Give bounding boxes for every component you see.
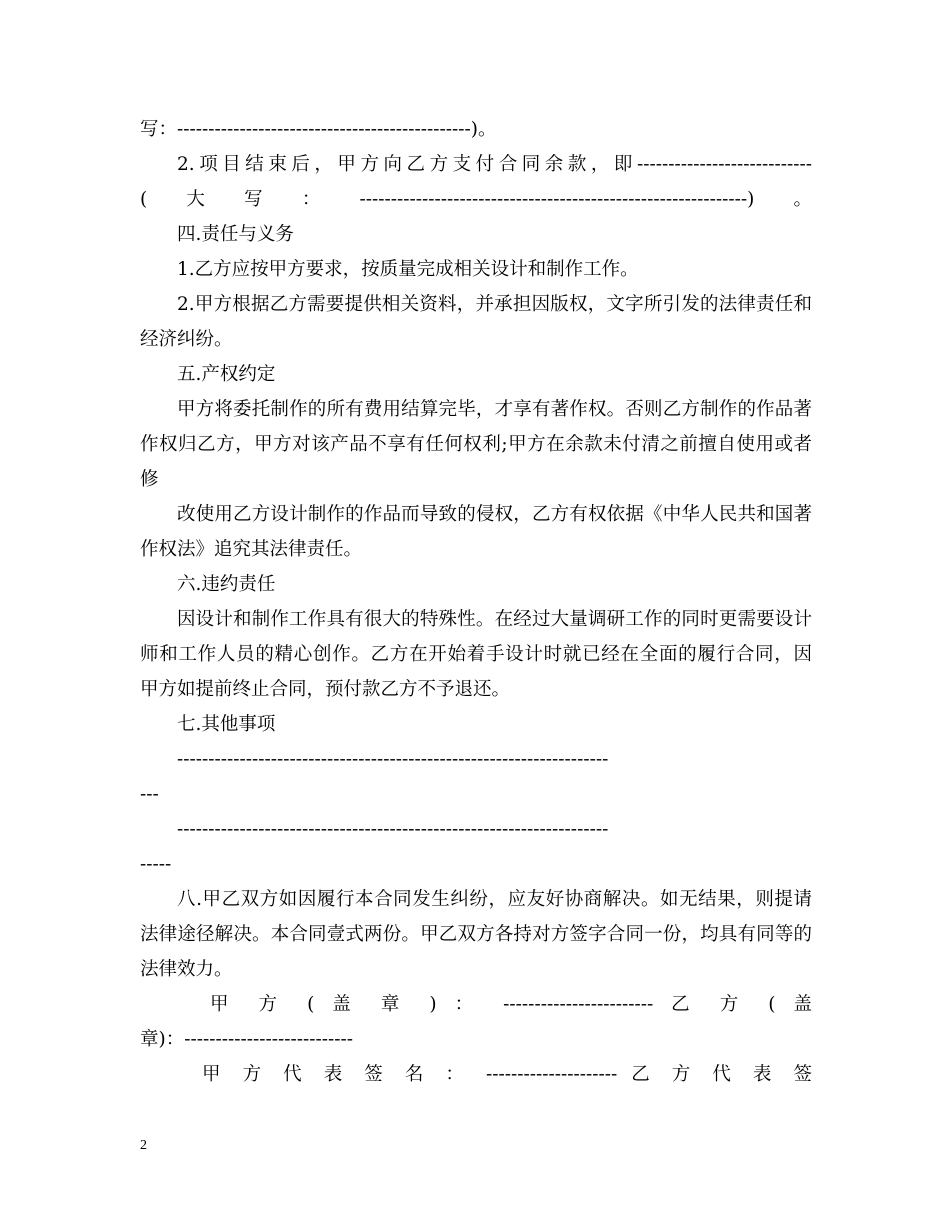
text-line: 甲方将委托制作的所有费用结算完毕，才享有著作权。否则乙方制作的作品著 xyxy=(177,399,812,420)
text-line: 法律效力。 xyxy=(140,959,233,980)
text-line: 写：-----------------------------------------------)。 xyxy=(140,119,497,140)
text-line: 1.乙方应按甲方要求，按质量完成相关设计和制作工作。 xyxy=(177,259,639,280)
signature-line: 甲 方 ( 盖 章 ) ： ------------------------ 乙 方 ( 盖 xyxy=(210,994,812,1015)
text-line: 作权法》追究其法律责任。 xyxy=(140,539,363,560)
section-heading: 四.责任与义务 xyxy=(177,224,294,245)
text-line: 2.项目结束后，甲方向乙方支付合同余款，即---------------------------- xyxy=(177,154,812,175)
section-heading: 六.违约责任 xyxy=(177,574,276,595)
dash-line: --- xyxy=(140,784,159,805)
page-number: 2 xyxy=(140,1138,147,1153)
text-line: 八.甲乙双方如因履行本合同发生纠纷，应友好协商解决。如无结果，则提请 xyxy=(177,889,812,910)
text-line: 2.甲方根据乙方需要提供相关资料，并承担因版权，文字所引发的法律责任和 xyxy=(177,294,812,315)
dash-line: --------------------------------------------------------------------- xyxy=(177,819,609,840)
text-line: 作权归乙方，甲方对该产品不享有任何权利;甲方在余款未付清之前擅自使用或者 xyxy=(140,434,812,455)
section-heading: 七.其他事项 xyxy=(177,714,276,735)
text-line: 师和工作人员的精心创作。乙方在开始着手设计时就已经在全面的履行合同，因 xyxy=(140,644,812,665)
text-line: (大写：--------------------------------------------------------------)。 xyxy=(140,189,812,210)
dash-line: ----- xyxy=(140,854,172,875)
text-line: 甲方如提前终止合同，预付款乙方不予退还。 xyxy=(140,679,511,700)
text-line: 改使用乙方设计制作的作品而导致的侵权，乙方有权依据《中华人民共和国著 xyxy=(177,504,812,525)
signature-line: 章)：--------------------------- xyxy=(140,1029,353,1050)
text-line: 修 xyxy=(140,469,159,490)
text-line: 因设计和制作工作具有很大的特殊性。在经过大量调研工作的同时更需要设计 xyxy=(177,609,812,630)
section-heading: 五.产权约定 xyxy=(177,364,276,385)
dash-line: --------------------------------------------------------------------- xyxy=(177,749,609,770)
signature-line: 甲 方 代 表 签 名 ： --------------------- 乙 方 代 表 签 xyxy=(202,1064,812,1085)
text-line: 法律途径解决。本合同壹式两份。甲乙双方各持对方签字合同一份，均具有同等的 xyxy=(140,924,812,945)
text-line: 经济纠纷。 xyxy=(140,329,233,350)
